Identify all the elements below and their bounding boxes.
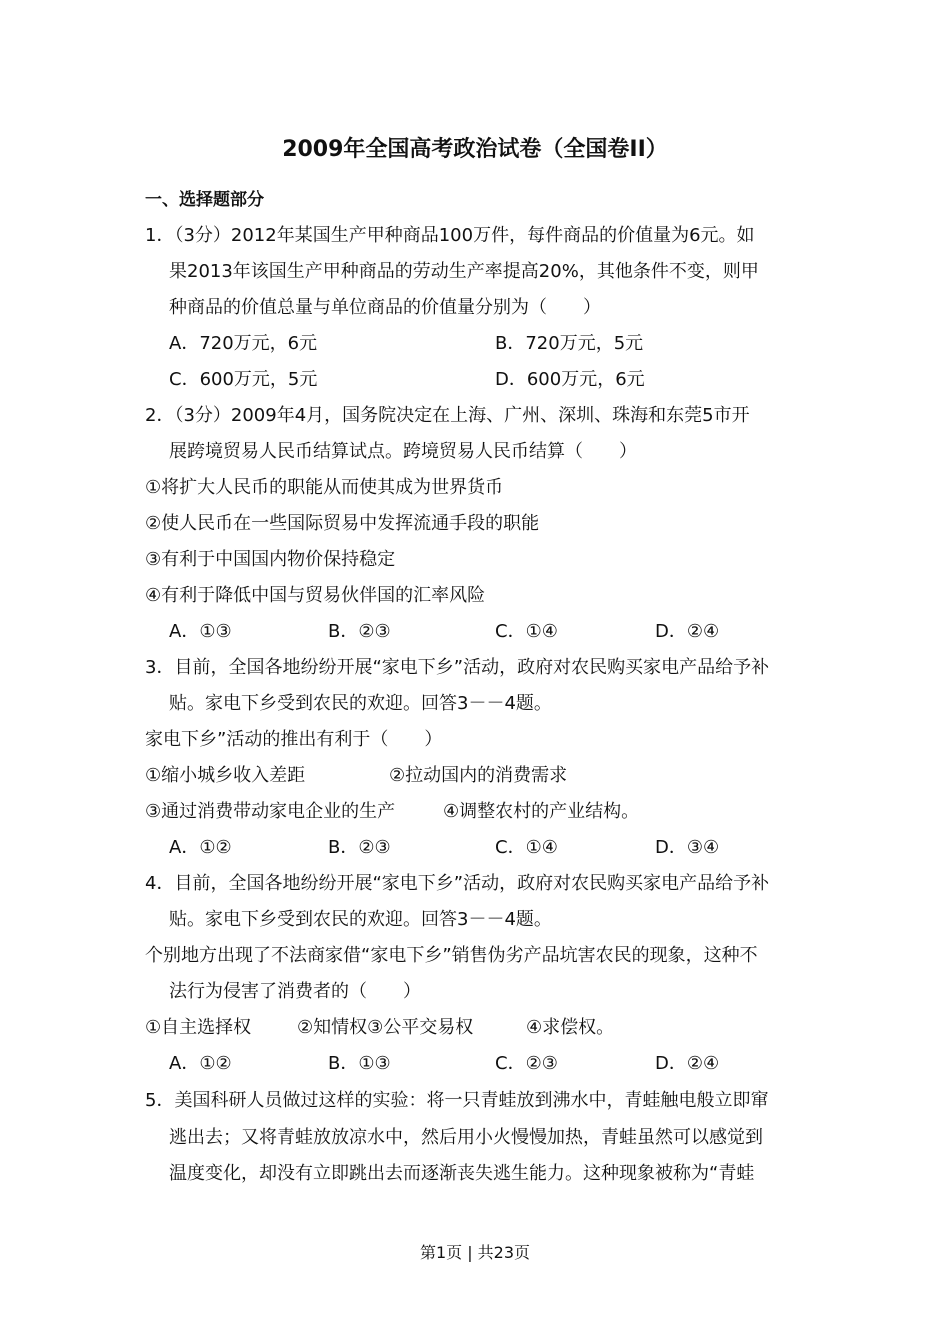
q3-line-1: 3．目前，全国各地纷纷开展“家电下乡”活动，政府对农民购买家电产品给予补 <box>145 657 770 678</box>
q2-line-1: 2．（3分）2009年4月，国务院决定在上海、广州、深圳、珠海和东莞5市开 <box>145 405 750 426</box>
q3-line-3: 家电下乡”活动的推出有利于（ ） <box>145 729 443 750</box>
q2-option-b: B．②③ <box>328 621 391 642</box>
q1-line-3: 种商品的价值总量与单位商品的价值量分别为（ ） <box>169 297 601 318</box>
q1-line-2: 果2013年该国生产甲种商品的劳动生产率提高20%，其他条件不变，则甲 <box>169 261 759 282</box>
section-heading: 一、选择题部分 <box>145 190 264 210</box>
q4-option-d: D．②④ <box>655 1053 720 1074</box>
q4-item-1: ①自主选择权 <box>145 1017 252 1038</box>
q2-line-2: 展跨境贸易人民币结算试点。跨境贸易人民币结算（ ） <box>169 441 637 462</box>
q3-option-a: A．①② <box>169 837 232 858</box>
q3-line-2: 贴。家电下乡受到农民的欢迎。回答3－－4题。 <box>169 693 552 714</box>
q1-line-1: 1．（3分）2012年某国生产甲种商品100万件，每件商品的价值量为6元。如 <box>145 225 755 246</box>
q3-option-b: B．②③ <box>328 837 391 858</box>
q2-item-2: ②使人民币在一些国际贸易中发挥流通手段的职能 <box>145 513 540 534</box>
q5-line-3: 温度变化，却没有立即跳出去而逐渐丧失逃生能力。这种现象被称为“青蛙 <box>169 1163 755 1184</box>
q4-item-2-3: ②知情权③公平交易权 <box>297 1017 474 1038</box>
page-footer: 第1页 | 共23页 <box>419 1243 531 1262</box>
q2-item-3: ③有利于中国国内物价保持稳定 <box>145 549 396 570</box>
q4-option-c: C．②③ <box>495 1053 558 1074</box>
q3-option-c: C．①④ <box>495 837 558 858</box>
q1-option-b: B．720万元，5元 <box>495 333 644 354</box>
q1-option-a: A．720万元，6元 <box>169 333 318 354</box>
exam-title: 2009年全国高考政治试卷（全国卷II） <box>282 137 668 162</box>
q3-option-d: D．③④ <box>655 837 720 858</box>
q4-option-a: A．①② <box>169 1053 232 1074</box>
q3-item-1: ①缩小城乡收入差距 <box>145 765 306 786</box>
q2-item-1: ①将扩大人民币的职能从而使其成为世界货币 <box>145 477 504 498</box>
q1-option-c: C．600万元，5元 <box>169 369 318 390</box>
q4-line-3: 个别地方出现了不法商家借“家电下乡”销售伪劣产品坑害农民的现象，这种不 <box>145 945 758 966</box>
q4-item-4: ④求偿权。 <box>526 1017 615 1038</box>
q3-item-2: ②拉动国内的消费需求 <box>389 765 568 786</box>
q1-option-d: D．600万元，6元 <box>495 369 645 390</box>
q5-line-1: 5．美国科研人员做过这样的实验：将一只青蛙放到沸水中，青蛙触电般立即窜 <box>145 1090 769 1111</box>
q2-option-a: A．①③ <box>169 621 232 642</box>
q2-option-d: D．②④ <box>655 621 720 642</box>
q4-line-2: 贴。家电下乡受到农民的欢迎。回答3－－4题。 <box>169 909 552 930</box>
q2-option-c: C．①④ <box>495 621 558 642</box>
q3-item-3: ③通过消费带动家电企业的生产 <box>145 801 396 822</box>
q4-line-1: 4．目前，全国各地纷纷开展“家电下乡”活动，政府对农民购买家电产品给予补 <box>145 873 770 894</box>
q5-line-2: 逃出去；又将青蛙放放凉水中，然后用小火慢慢加热，青蛙虽然可以感觉到 <box>169 1127 763 1148</box>
q4-option-b: B．①③ <box>328 1053 391 1074</box>
q3-item-4: ④调整农村的产业结构。 <box>443 801 640 822</box>
q2-item-4: ④有利于降低中国与贸易伙伴国的汇率风险 <box>145 585 486 606</box>
q4-line-4: 法行为侵害了消费者的（ ） <box>169 981 421 1002</box>
